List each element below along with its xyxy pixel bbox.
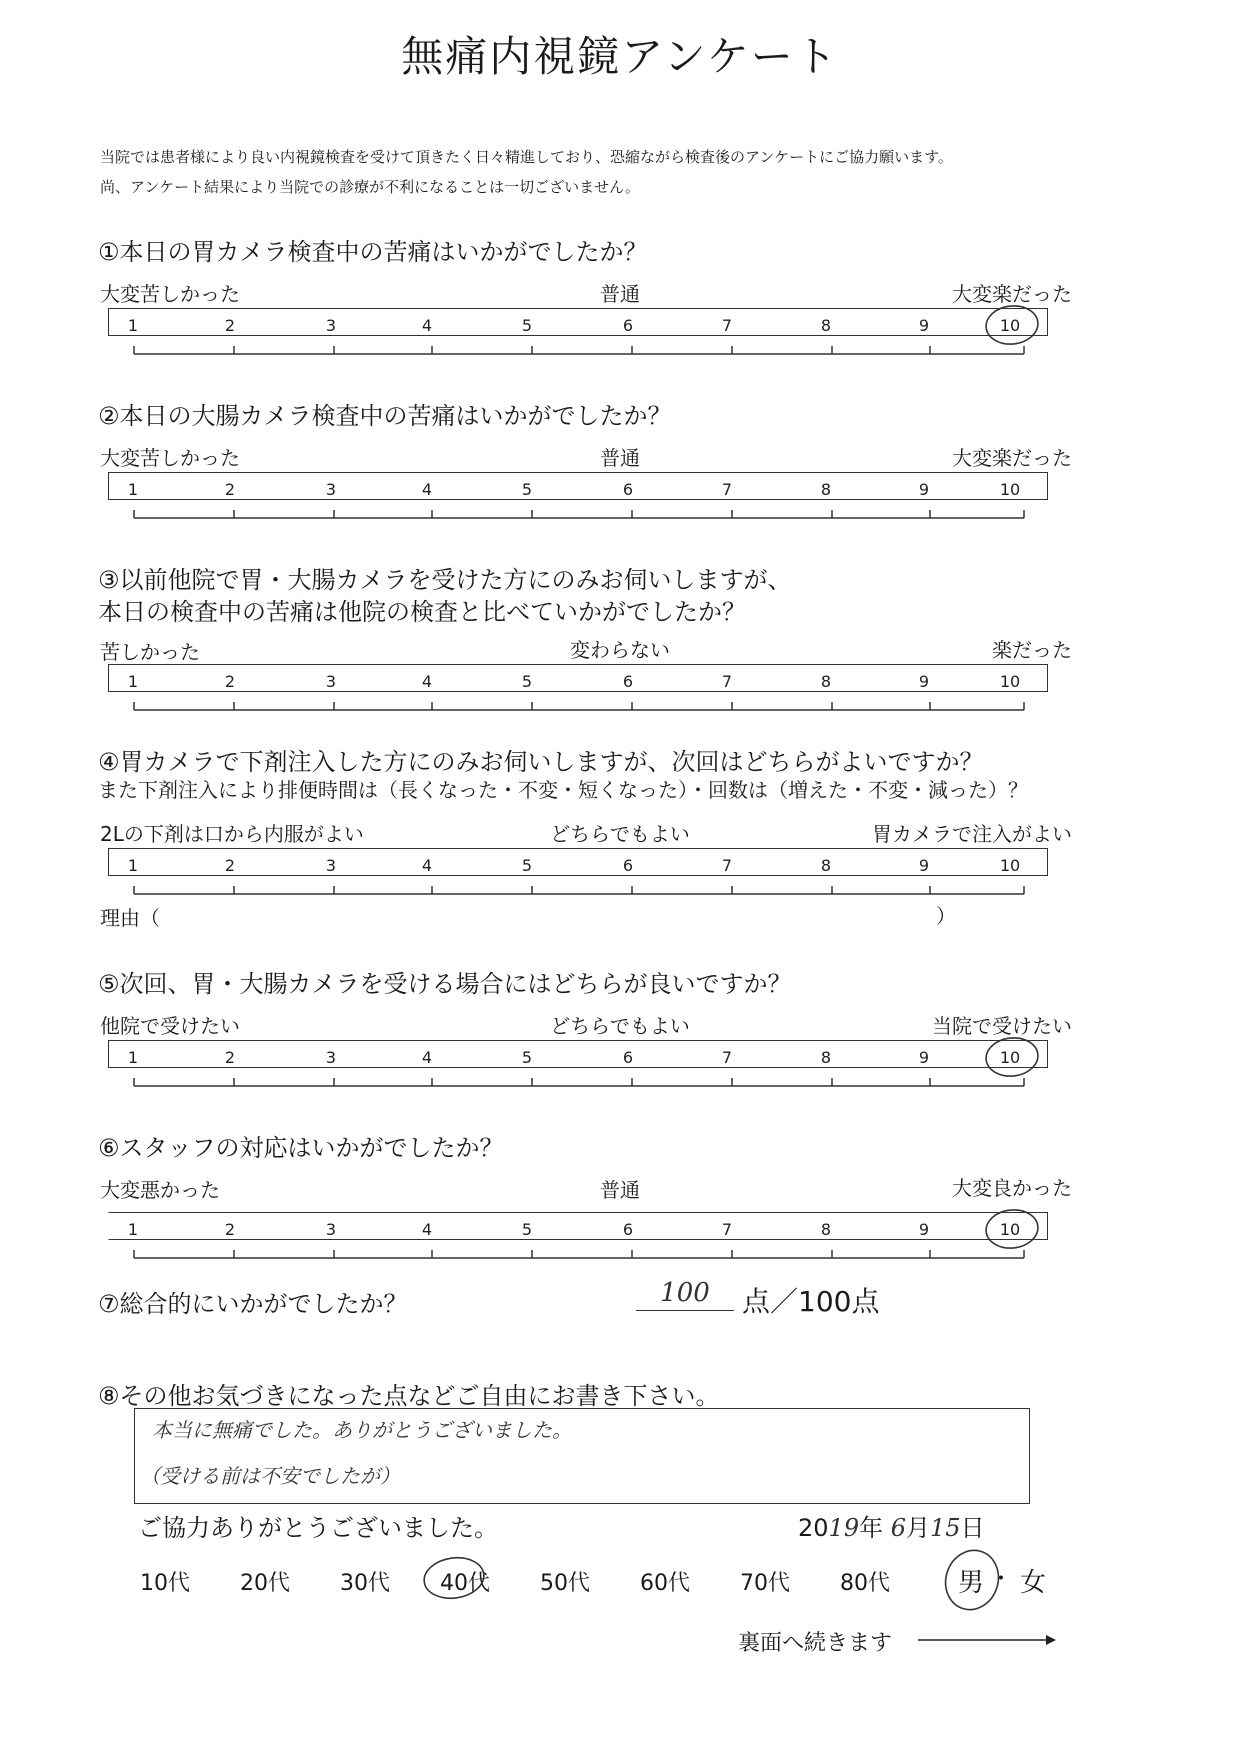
date-year-label: 年: [859, 1514, 884, 1542]
age-70s[interactable]: 70代: [740, 1571, 790, 1596]
q6-option-4[interactable]: 4: [421, 1220, 433, 1239]
date-day-label: 日: [960, 1514, 985, 1542]
q4-reason-label: 理由（: [100, 906, 160, 930]
q2-option-9[interactable]: 9: [918, 480, 930, 499]
gender-male[interactable]: 男: [958, 1568, 985, 1598]
q2-option-6[interactable]: 6: [622, 480, 634, 499]
age-40s[interactable]: 40代: [440, 1571, 490, 1596]
age-30s[interactable]: 30代: [340, 1571, 390, 1596]
q6-option-7[interactable]: 7: [721, 1220, 733, 1239]
q5-option-5[interactable]: 5: [521, 1048, 533, 1067]
q6-option-5[interactable]: 5: [521, 1220, 533, 1239]
q6-option-8[interactable]: 8: [820, 1220, 832, 1239]
q3-option-4[interactable]: 4: [421, 672, 433, 691]
q4-right-label: 胃カメラで注入がよい: [872, 822, 1072, 846]
q2-option-1[interactable]: 1: [127, 480, 139, 499]
question-8: ⑧その他お気づきになった点などご自由にお書き下さい。: [98, 1382, 720, 1410]
q5-option-4[interactable]: 4: [421, 1048, 433, 1067]
question-1: ①本日の胃カメラ検査中の苦痛はいかがでしたか？: [98, 238, 648, 266]
q4-center-label: どちらでもよい: [550, 822, 690, 846]
q6-center-label: 普通: [600, 1178, 640, 1202]
age-10s[interactable]: 10代: [140, 1571, 190, 1596]
question-7: ⑦総合的にいかがでしたか？: [98, 1290, 408, 1318]
q6-option-9[interactable]: 9: [918, 1220, 930, 1239]
question-4-line-2: また下剤注入により排便時間は（長くなった・不変・短くなった）・回数は（増えた・不変・減った）？: [98, 778, 1028, 802]
q2-option-3[interactable]: 3: [325, 480, 337, 499]
question-3-line-1: ③以前他院で胃・大腸カメラを受けた方にのみお伺いしますが、: [98, 566, 792, 594]
q4-option-9[interactable]: 9: [918, 856, 930, 875]
q7-suffix: 点／100点: [742, 1285, 880, 1318]
q4-option-8[interactable]: 8: [820, 856, 832, 875]
intro-line-2: 尚、アンケート結果により当院での診療が不利になることは一切ございません。: [100, 178, 641, 196]
q5-option-7[interactable]: 7: [721, 1048, 733, 1067]
question-4-line-1: ④胃カメラで下剤注入した方にのみお伺いしますが、次回はどちらがよいですか？: [98, 748, 984, 776]
q4-option-2[interactable]: 2: [224, 856, 236, 875]
q1-left-label: 大変苦しかった: [100, 282, 240, 306]
q2-option-7[interactable]: 7: [721, 480, 733, 499]
q6-left-label: 大変悪かった: [100, 1178, 220, 1202]
age-50s[interactable]: 50代: [540, 1571, 590, 1596]
q6-option-3[interactable]: 3: [325, 1220, 337, 1239]
q2-option-8[interactable]: 8: [820, 480, 832, 499]
q4-reason-close: ）: [936, 904, 956, 928]
q1-right-label: 大変楽だった: [952, 282, 1072, 306]
q4-option-7[interactable]: 7: [721, 856, 733, 875]
q6-option-2[interactable]: 2: [224, 1220, 236, 1239]
q6-right-label: 大変良かった: [952, 1176, 1072, 1200]
q5-option-3[interactable]: 3: [325, 1048, 337, 1067]
date-year-prefix: 20: [798, 1514, 829, 1542]
q2-option-2[interactable]: 2: [224, 480, 236, 499]
q2-left-label: 大変苦しかった: [100, 446, 240, 470]
q2-option-5[interactable]: 5: [521, 480, 533, 499]
q1-option-7[interactable]: 7: [721, 316, 733, 335]
q3-option-6[interactable]: 6: [622, 672, 634, 691]
gender-female[interactable]: 女: [1020, 1568, 1047, 1598]
question-5: ⑤次回、胃・大腸カメラを受ける場合にはどちらが良いですか？: [98, 970, 792, 998]
q1-option-1[interactable]: 1: [127, 316, 139, 335]
q4-option-3[interactable]: 3: [325, 856, 337, 875]
q5-option-1[interactable]: 1: [127, 1048, 139, 1067]
q2-center-label: 普通: [600, 446, 640, 470]
q1-option-9[interactable]: 9: [918, 316, 930, 335]
comment-line-2: （受ける前は不安でしたが）: [140, 1464, 400, 1488]
q1-option-6[interactable]: 6: [622, 316, 634, 335]
question-2: ②本日の大腸カメラ検査中の苦痛はいかがでしたか？: [98, 402, 672, 430]
continue-arrow-icon: [918, 1630, 1058, 1650]
q1-option-4[interactable]: 4: [421, 316, 433, 335]
age-80s[interactable]: 80代: [840, 1571, 890, 1596]
question-3-line-2: 本日の検査中の苦痛は他院の検査と比べていかがでしたか？: [98, 598, 746, 626]
q4-option-1[interactable]: 1: [127, 856, 139, 875]
q3-option-10[interactable]: 10: [999, 672, 1021, 691]
q1-option-8[interactable]: 8: [820, 316, 832, 335]
age-60s[interactable]: 60代: [640, 1571, 690, 1596]
q3-option-7[interactable]: 7: [721, 672, 733, 691]
q3-option-1[interactable]: 1: [127, 672, 139, 691]
q5-center-label: どちらでもよい: [550, 1014, 690, 1038]
q5-right-label: 当院で受けたい: [932, 1014, 1072, 1038]
q1-option-2[interactable]: 2: [224, 316, 236, 335]
question-6: ⑥スタッフの対応はいかがでしたか？: [98, 1134, 504, 1162]
comment-line-1: 本当に無痛でした。ありがとうございました。: [152, 1418, 572, 1442]
q3-option-2[interactable]: 2: [224, 672, 236, 691]
q3-left-label: 苦しかった: [100, 640, 200, 664]
age-selection-circle: [422, 1554, 487, 1602]
q5-option-8[interactable]: 8: [820, 1048, 832, 1067]
q5-option-10[interactable]: 10: [999, 1048, 1021, 1067]
q5-option-9[interactable]: 9: [918, 1048, 930, 1067]
continue-text: 裏面へ続きます: [738, 1631, 893, 1656]
q4-option-4[interactable]: 4: [421, 856, 433, 875]
q2-option-4[interactable]: 4: [421, 480, 433, 499]
thanks-text: ご協力ありがとうございました。: [138, 1514, 498, 1542]
date-month-label: 月: [906, 1514, 931, 1542]
q1-option-3[interactable]: 3: [325, 316, 337, 335]
gender-dot: ・: [990, 1567, 1013, 1592]
q1-center-label: 普通: [600, 282, 640, 306]
q2-option-10[interactable]: 10: [999, 480, 1021, 499]
q3-option-3[interactable]: 3: [325, 672, 337, 691]
age-20s[interactable]: 20代: [240, 1571, 290, 1596]
page-title: 無痛内視鏡アンケート: [401, 32, 839, 81]
q3-option-9[interactable]: 9: [918, 672, 930, 691]
date-year[interactable]: 19: [828, 1514, 860, 1542]
q6-option-6[interactable]: 6: [622, 1220, 634, 1239]
gender-selection-circle: [938, 1543, 1006, 1616]
q6-option-1[interactable]: 1: [127, 1220, 139, 1239]
q4-option-6[interactable]: 6: [622, 856, 634, 875]
date-month[interactable]: 6: [890, 1514, 907, 1542]
q6-option-10[interactable]: 10: [999, 1220, 1021, 1239]
q5-option-2[interactable]: 2: [224, 1048, 236, 1067]
q5-option-6[interactable]: 6: [622, 1048, 634, 1067]
q3-center-label: 変わらない: [570, 638, 670, 662]
q4-left-label: 2Lの下剤は口から内服がよい: [100, 822, 364, 846]
q3-right-label: 楽だった: [992, 638, 1072, 662]
q2-right-label: 大変楽だった: [952, 446, 1072, 470]
q5-left-label: 他院で受けたい: [100, 1014, 240, 1038]
q3-option-8[interactable]: 8: [820, 672, 832, 691]
q1-option-10[interactable]: 10: [999, 316, 1021, 335]
q4-option-5[interactable]: 5: [521, 856, 533, 875]
q7-answer[interactable]: 100: [636, 1278, 734, 1311]
q3-option-5[interactable]: 5: [521, 672, 533, 691]
date-day[interactable]: 15: [930, 1514, 961, 1542]
q4-option-10[interactable]: 10: [999, 856, 1021, 875]
q1-option-5[interactable]: 5: [521, 316, 533, 335]
intro-line-1: 当院では患者様により良い内視鏡検査を受けて頂きたく日々精進しており、恐縮ながら検査後のアンケートにご協力願います。: [100, 148, 953, 166]
